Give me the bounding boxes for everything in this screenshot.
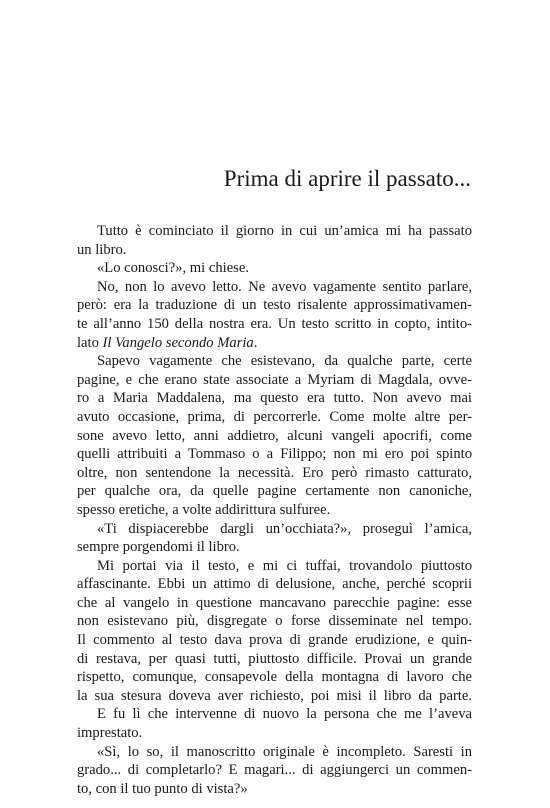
text-line-content: E fu lì che intervenne di nuovo la persona che me l’aveva (97, 706, 472, 723)
text-line-content: sempre porgendomi il libro. (77, 539, 240, 556)
text-line-content: to, con il tuo punto di vista?» (77, 780, 248, 797)
text-line-content: di restava, per quasi tutti, piuttosto difficile. Provai un grande (77, 650, 472, 667)
text-line (77, 705, 472, 724)
text-line (77, 724, 472, 743)
text-line (77, 538, 472, 557)
text-line (77, 780, 472, 799)
text-line-content: No, non lo avevo letto. Ne avevo vagamente sentito parlare, (97, 278, 472, 295)
text-line (77, 222, 472, 241)
text-line-content: rispetto, comunque, consapevole della montagna di lavoro che (77, 669, 472, 686)
text-line (77, 687, 472, 706)
text-line-content: affascinante. Ebbi un attimo di delusione, anche, perché scoprii (77, 576, 472, 593)
text-line-content: te all’anno 150 della nostra era. Un testo scritto in copto, intito- (77, 315, 472, 332)
text-line-content: grado... di completarlo? E magari... di aggiungerci un commen- (77, 762, 472, 779)
text-line (77, 650, 472, 669)
text-line-content: sone avevo letto, anni addietro, alcuni vangeli apocrifi, come (77, 427, 472, 444)
text-line (77, 427, 472, 446)
text-line-content: quelli attribuiti a Tommaso o a Filippo; non mi ero poi spinto (77, 446, 472, 463)
text-line-content: la sua stesura doveva aver richiesto, poi misi il libro da parte. (77, 687, 472, 704)
text-line (77, 408, 472, 427)
text-line (77, 612, 472, 631)
text-line (77, 334, 472, 353)
text-line-content: un libro. (77, 241, 127, 258)
text-line-content: ro a Maria Maddalena, ma questo era tutto. Non avevo mai (77, 390, 472, 407)
text-line-content: imprestato. (77, 725, 143, 742)
chapter-title: Prima di aprire il passato... (223, 166, 471, 191)
text-line (77, 315, 472, 334)
text-line (77, 575, 472, 594)
text-line-content: non esistevano più, disgregate o forse disseminate nel tempo. (77, 613, 472, 630)
text-line (77, 520, 472, 539)
text-line (77, 296, 472, 315)
text-line (77, 631, 472, 650)
text-line-content: Tutto è cominciato il giorno in cui un’amica mi ha passato (97, 223, 472, 239)
body-text (77, 222, 472, 798)
text-line-content: «Ti dispiacerebbe dargli un’occhiata?», proseguì l’amica, (97, 520, 472, 537)
text-line (77, 241, 472, 260)
text-line (77, 557, 472, 576)
book-title-italic: Il Vangelo secondo Maria (102, 334, 254, 351)
text-line-suffix: . (253, 334, 258, 351)
text-line (77, 464, 472, 483)
text-line (77, 371, 472, 390)
text-line-content: «Lo conosci?», mi chiese. (97, 260, 249, 277)
text-line-content: Sapevo vagamente che esistevano, da qualche parte, certe (97, 353, 472, 370)
text-line-content: oltre, non sentendone la necessità. Ero però rimasto catturato, (77, 464, 472, 481)
text-line (77, 389, 472, 408)
text-line-content: spesso eretiche, a volte addirittura sulfuree. (77, 501, 331, 518)
text-line (77, 743, 472, 762)
text-line (77, 259, 472, 278)
text-line-content: pagine, e che erano state associate a Myriam di Magdala, ovve- (77, 371, 472, 388)
text-line-content: Mi portai via il testo, e mi ci tuffai, trovandolo piuttosto (97, 557, 472, 574)
text-line-content: Il commento al testo dava prova di grande erudizione, e quin- (77, 632, 472, 649)
text-line-content: che al vangelo in questione mancavano parecchie pagine: esse (77, 594, 472, 611)
text-line (77, 482, 472, 501)
text-line (77, 445, 472, 464)
text-line (77, 352, 472, 371)
text-line (77, 278, 472, 297)
text-line (77, 668, 472, 687)
text-line-content: lato (77, 334, 103, 351)
text-line-content: «Sì, lo so, il manoscritto originale è incompleto. Saresti in (97, 743, 472, 760)
text-line (77, 501, 472, 520)
text-line-content: avuto occasione, prima, di percorrerle. Come molte altre per- (77, 408, 472, 425)
text-line (77, 761, 472, 780)
text-line-content: per qualche ora, da quelle pagine certamente non canoniche, (77, 483, 472, 500)
text-line (77, 594, 472, 613)
text-line-content: però: era la traduzione di un testo risalente approssimativamen- (77, 297, 472, 314)
